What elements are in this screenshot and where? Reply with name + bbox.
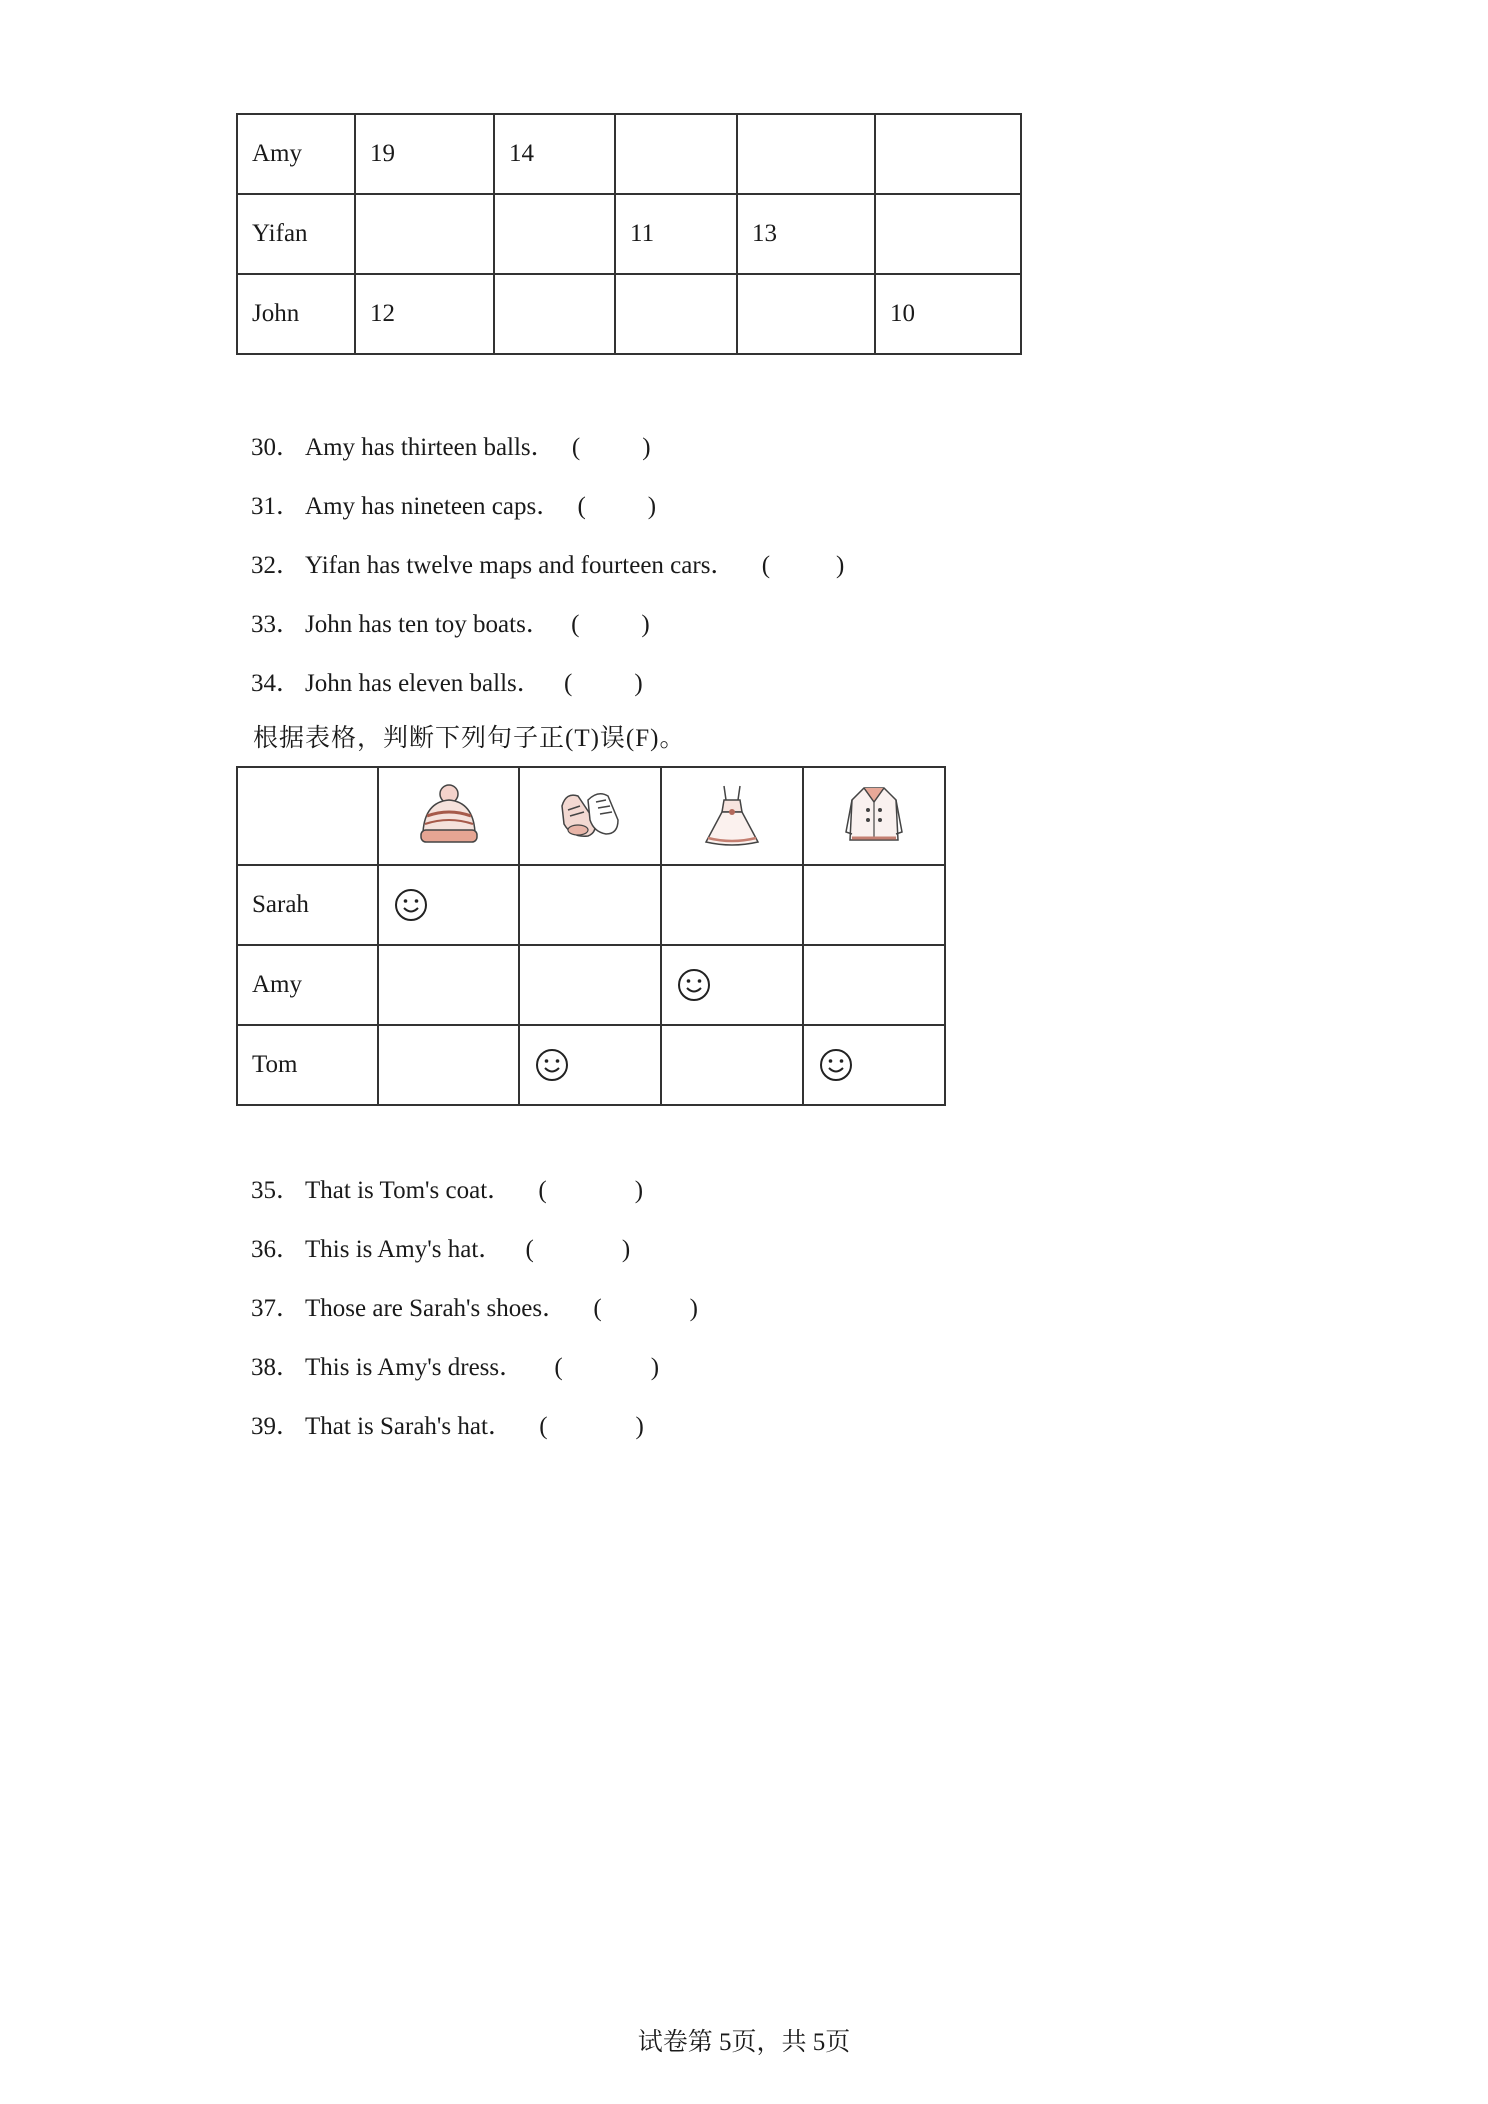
question-33 <box>251 604 650 640</box>
table-header-cell <box>803 767 945 865</box>
answer-paren-open[interactable]: ( <box>525 1236 534 1263</box>
smiley-icon <box>393 887 429 923</box>
answer-paren-close: ) <box>647 493 657 520</box>
question-31 <box>251 486 656 522</box>
question-39 <box>251 1406 644 1442</box>
smiley-icon <box>534 1047 570 1083</box>
answer-paren-close: ) <box>650 1354 660 1381</box>
table-cell: 19 <box>355 114 494 194</box>
question-text: Amy has thirteen balls． <box>305 434 556 461</box>
dress-icon <box>696 780 768 852</box>
table-cell <box>615 114 737 194</box>
question-text: Those are Sarah's shoes． <box>305 1295 568 1322</box>
mark-cell <box>803 1025 945 1105</box>
table-cell: 14 <box>494 114 615 194</box>
mark-cell <box>378 865 519 945</box>
question-number: 39． <box>251 1413 302 1440</box>
mark-cell <box>378 945 519 1025</box>
table-cell <box>737 274 875 354</box>
clothing-table <box>236 766 946 1106</box>
answer-paren-open[interactable]: ( <box>761 552 771 579</box>
question-number: 34． <box>251 670 302 697</box>
answer-paren-open[interactable]: ( <box>538 1177 547 1204</box>
answer-paren-open[interactable]: ( <box>554 1354 563 1381</box>
question-number: 32． <box>251 552 302 579</box>
mark-cell <box>519 865 661 945</box>
sneakers-icon <box>554 780 626 852</box>
answer-paren-open[interactable]: ( <box>593 1295 602 1322</box>
question-37 <box>251 1288 698 1324</box>
table-row <box>237 194 1021 274</box>
table-row <box>237 945 945 1025</box>
table-header-row <box>237 767 945 865</box>
answer-paren-open[interactable]: ( <box>539 1413 548 1440</box>
answer-paren-close: ) <box>689 1295 698 1322</box>
page-footer: 试卷第 5页，共 5页 <box>637 2029 851 2056</box>
smiley-icon <box>676 967 712 1003</box>
question-number: 36． <box>251 1236 302 1263</box>
instruction-text: 根据表格，判断下列句子正(T)误(F)。 <box>253 725 686 752</box>
question-30 <box>251 427 651 463</box>
table-row <box>237 274 1021 354</box>
question-text: Yifan has twelve maps and fourteen cars． <box>305 552 736 579</box>
answer-paren-close: ) <box>634 670 643 697</box>
question-text: John has ten toy boats． <box>305 611 551 638</box>
answer-paren-close: ) <box>641 611 650 638</box>
question-number: 33． <box>251 611 302 638</box>
row-name: John <box>237 274 355 354</box>
answer-paren-close: ) <box>836 552 845 579</box>
items-count-table <box>236 113 1022 355</box>
question-text: That is Sarah's hat． <box>305 1413 513 1440</box>
question-number: 37． <box>251 1295 302 1322</box>
answer-paren-open[interactable]: ( <box>577 493 586 520</box>
knit-hat-icon <box>413 780 485 852</box>
question-32 <box>251 545 844 581</box>
row-name: Amy <box>237 114 355 194</box>
coat-icon <box>838 780 910 852</box>
table-cell: 11 <box>615 194 737 274</box>
answer-paren-open[interactable]: ( <box>571 611 580 638</box>
answer-paren-close: ) <box>634 1177 644 1204</box>
table-header-cell <box>661 767 803 865</box>
answer-paren-close: ) <box>642 434 651 461</box>
question-text: That is Tom's coat． <box>305 1177 513 1204</box>
question-38 <box>251 1347 659 1383</box>
row-name: Amy <box>237 945 378 1025</box>
table-cell <box>737 114 875 194</box>
answer-paren-close: ) <box>635 1413 644 1440</box>
table-cell: 10 <box>875 274 1021 354</box>
empty-header-cell <box>237 767 378 865</box>
table-cell: 13 <box>737 194 875 274</box>
mark-cell <box>661 1025 803 1105</box>
mark-cell <box>803 945 945 1025</box>
mark-cell <box>519 1025 661 1105</box>
question-text: This is Amy's dress． <box>305 1354 525 1381</box>
table-cell <box>494 274 615 354</box>
question-text: Amy has nineteen caps． <box>305 493 562 520</box>
mark-cell <box>519 945 661 1025</box>
table-cell: 12 <box>355 274 494 354</box>
question-text: This is Amy's hat． <box>305 1236 504 1263</box>
table-row <box>237 865 945 945</box>
mark-cell <box>661 865 803 945</box>
table-row <box>237 114 1021 194</box>
answer-paren-open[interactable]: ( <box>564 670 573 697</box>
question-34 <box>251 663 643 699</box>
table-cell <box>875 194 1021 274</box>
row-name: Sarah <box>237 865 378 945</box>
table-cell <box>615 274 737 354</box>
question-number: 30． <box>251 434 302 461</box>
row-name: Yifan <box>237 194 355 274</box>
mark-cell <box>378 1025 519 1105</box>
question-number: 35． <box>251 1177 302 1204</box>
answer-paren-close: ) <box>621 1236 631 1263</box>
row-name: Tom <box>237 1025 378 1105</box>
table-cell <box>494 194 615 274</box>
question-36 <box>251 1229 630 1265</box>
table-header-cell <box>378 767 519 865</box>
question-number: 38． <box>251 1354 302 1381</box>
table-row <box>237 1025 945 1105</box>
mark-cell <box>803 865 945 945</box>
answer-paren-open[interactable]: ( <box>571 434 581 461</box>
table-header-cell <box>519 767 661 865</box>
table-cell <box>355 194 494 274</box>
table-cell <box>875 114 1021 194</box>
question-35 <box>251 1170 643 1206</box>
mark-cell <box>661 945 803 1025</box>
question-text: John has eleven balls． <box>305 670 542 697</box>
question-number: 31． <box>251 493 302 520</box>
smiley-icon <box>818 1047 854 1083</box>
